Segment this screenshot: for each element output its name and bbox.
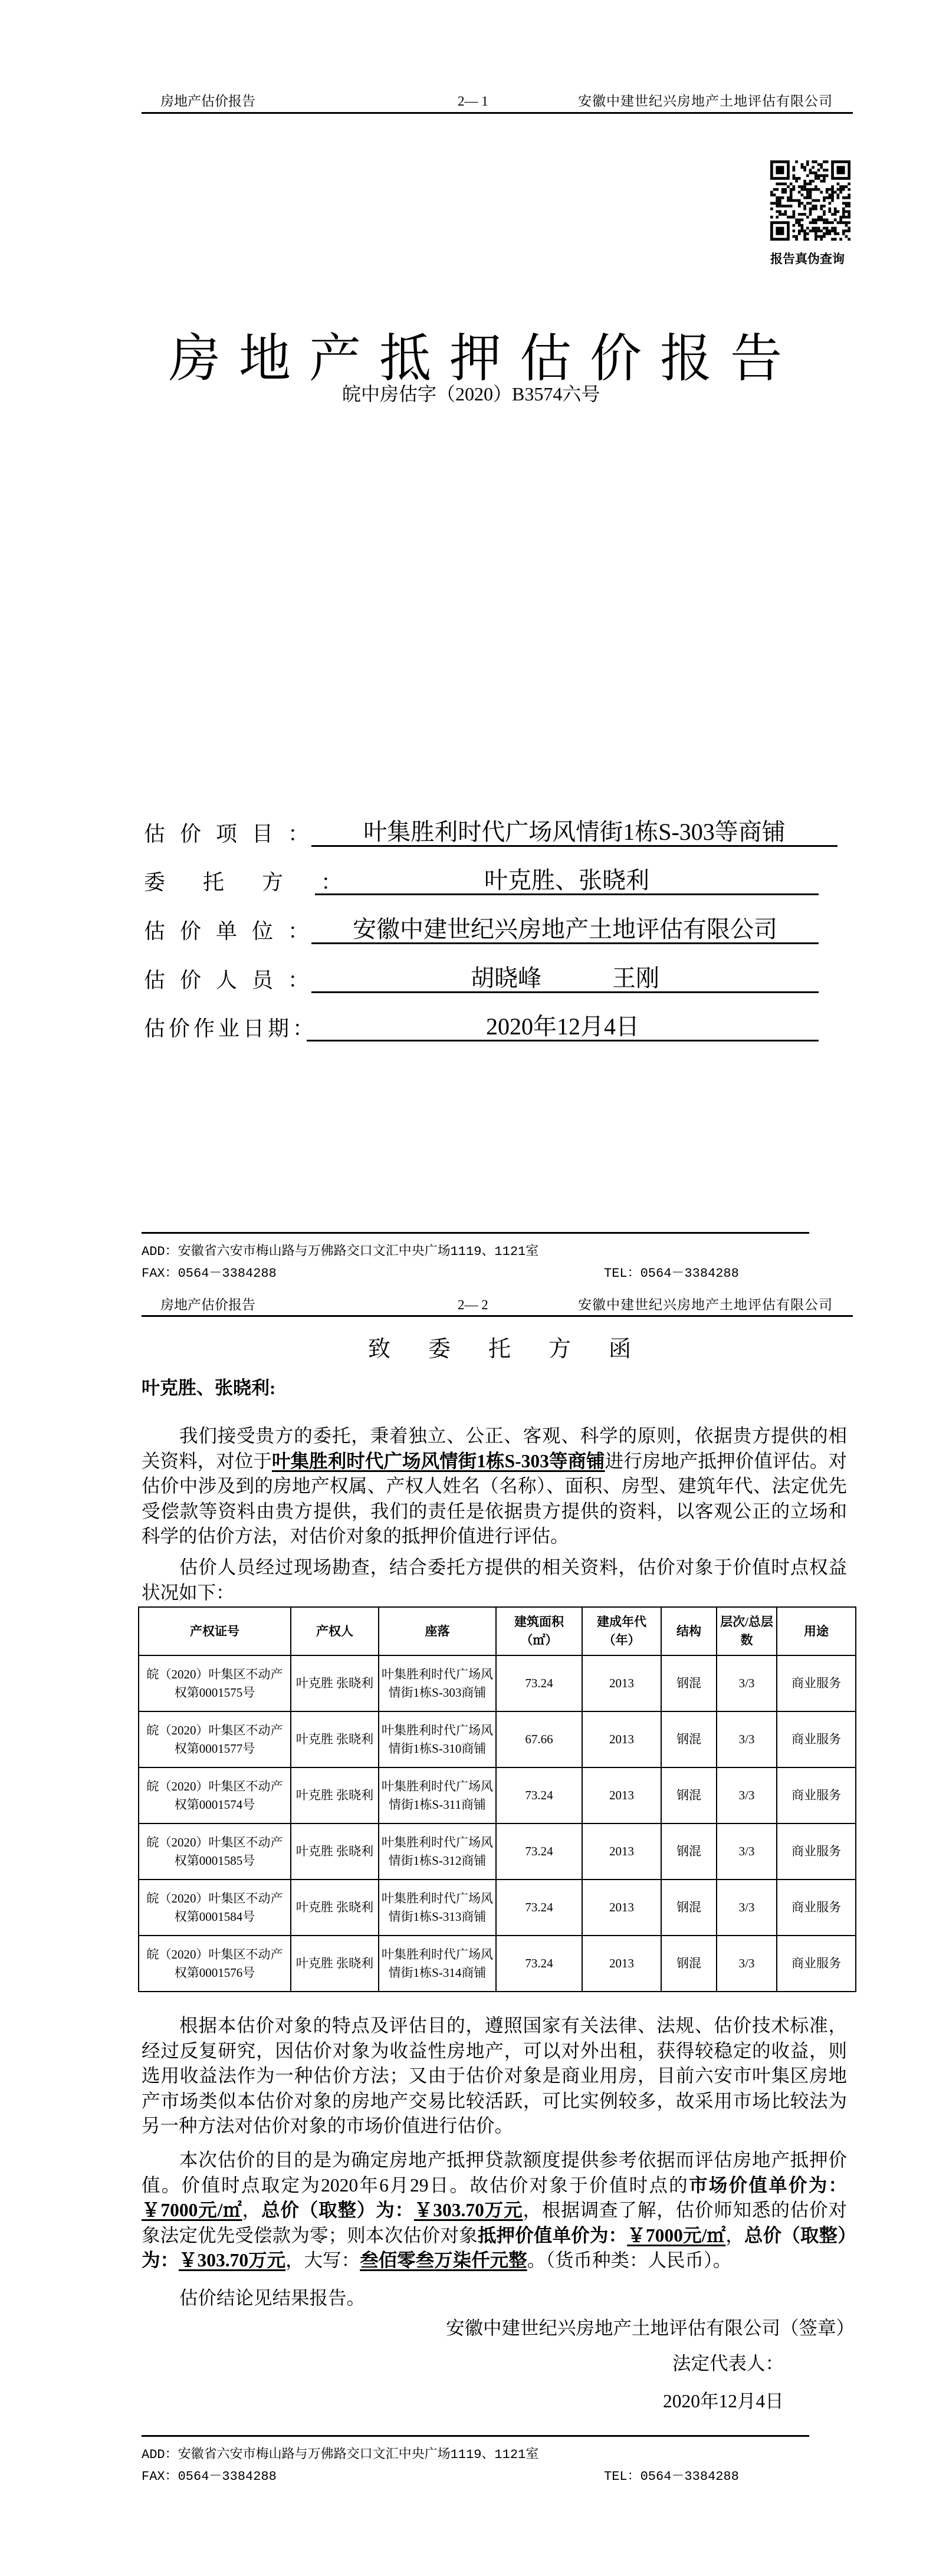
qr-code-icon xyxy=(770,160,850,241)
table-cell: 叶集胜利时代广场风情街1栋S-313商铺 xyxy=(379,1880,496,1936)
field-label: 估价作业日期： xyxy=(144,1017,318,1040)
field-value-date: 2020年12月4日 xyxy=(486,1013,639,1040)
table-cell: 3/3 xyxy=(717,1711,777,1767)
signature-company: 安徽中建世纪兴房地产土地评估有限公司（签章） xyxy=(446,2318,855,2338)
table-cell: 3/3 xyxy=(717,1655,777,1711)
text-segment: 我们接受贵方的委托，秉着独立、公正、客观、科学的原则，依据贵方提供的相关资料，对位于 xyxy=(142,1425,847,1471)
table-cell: 叶集胜利时代广场风情街1栋S-303商铺 xyxy=(379,1655,496,1711)
table-cell: 叶克胜 张晓利 xyxy=(291,1936,379,1992)
text-segment: 本次估价的目的是为确定房地产抵押贷款额度提供参考依据而评估房地产抵押价值。价值时点取定为2020年6月29日。故估价对象于价值时点的 xyxy=(142,2150,847,2196)
page2-footer-address: ADD：安徽省六安市梅山路与万佛路交口文汇中央广场1119、1121室 xyxy=(142,2447,539,2462)
table-row xyxy=(139,1767,856,1823)
table-cell: 皖（2020）叶集区不动产权第0001577号 xyxy=(139,1711,291,1767)
table-cell: 叶集胜利时代广场风情街1栋S-312商铺 xyxy=(379,1823,496,1880)
table-row xyxy=(139,1711,856,1767)
paragraph-valuation xyxy=(142,2148,847,2273)
emphasized-text: 叶集胜利时代广场风情街1栋S-303等商铺 xyxy=(271,1450,605,1471)
page1-footer-tel: TEL：0564－3384288 xyxy=(604,1266,739,1281)
paragraph-method xyxy=(142,2013,847,2139)
page2-page-number: 2— 2 xyxy=(458,1297,488,1312)
field-date xyxy=(144,1013,819,1041)
qr-caption: 报告真伪查询 xyxy=(770,252,845,266)
field-value-client: 叶克胜、张晓利 xyxy=(484,867,649,893)
table-cell: 皖（2020）叶集区不动产权第0001575号 xyxy=(139,1655,291,1711)
emphasized-text: 总价（取整）为： xyxy=(261,2200,414,2220)
field-label: 估价人员： xyxy=(144,968,324,992)
table-cell: 钢混 xyxy=(661,1880,717,1936)
emphasized-text: 市场价值单价为： xyxy=(688,2174,847,2196)
legal-representative: 法定代表人： xyxy=(672,2353,784,2374)
table-cell: 2013 xyxy=(582,1880,661,1936)
table-cell: 钢混 xyxy=(661,1936,717,1992)
table-row xyxy=(139,1823,856,1880)
table-cell: 叶克胜 张晓利 xyxy=(291,1880,379,1936)
table-cell: 2013 xyxy=(582,1767,661,1823)
table-cell: 3/3 xyxy=(717,1936,777,1992)
table-cell: 73.24 xyxy=(496,1880,582,1936)
column-header: 建成年代（年） xyxy=(582,1607,661,1655)
field-project xyxy=(144,819,838,847)
page1-footer-rule xyxy=(142,1232,809,1234)
table-cell: 叶克胜 张晓利 xyxy=(291,1823,379,1880)
salutation: 叶克胜、张晓利: xyxy=(142,1378,276,1398)
table-cell: 67.66 xyxy=(496,1711,582,1767)
text-segment: 根据本估价对象的特点及评估目的，遵照国家有关法律、法规、估价技术标准，经过反复研究，因估价对象为收益性房地产，可以对外出租，获得较稳定的收益，则选用收益法作为一种估价方法；又由于估价对象是商业用房，目前六安市叶集区房地产市场类似本估价对象的房地产交易比较活跃，可比实例较多，故采用市场比较法为另一种方法对估价对象的市场价值进行估价。 xyxy=(142,2015,847,2136)
field-label: 估价项目： xyxy=(144,822,324,846)
table-cell: 3/3 xyxy=(717,1767,777,1823)
field-label: 估价单位： xyxy=(144,919,324,943)
page2-footer-fax: FAX：0564－3384288 xyxy=(142,2469,277,2484)
emphasized-text: ￥7000元/㎡ xyxy=(627,2225,726,2246)
table-cell: 皖（2020）叶集区不动产权第0001576号 xyxy=(139,1936,291,1992)
table-cell: 叶克胜 张晓利 xyxy=(291,1767,379,1823)
text-segment: ， xyxy=(242,2200,261,2220)
table-cell: 2013 xyxy=(582,1655,661,1711)
table-cell: 叶克胜 张晓利 xyxy=(291,1655,379,1711)
table-cell: 73.24 xyxy=(496,1936,582,1992)
emphasized-text: 叁佰零叁万柒仟元整 xyxy=(360,2250,527,2271)
conclusion: 估价结论见结果报告。 xyxy=(179,2288,366,2308)
paragraph-inspection xyxy=(142,1555,847,1605)
table-cell: 叶克胜 张晓利 xyxy=(291,1711,379,1767)
property-rights-table xyxy=(138,1606,856,1992)
text-segment: 。（货币种类：人民币）。 xyxy=(527,2250,732,2271)
table-row xyxy=(139,1880,856,1936)
text-segment: ， xyxy=(725,2225,744,2246)
text-segment: 进行房地产抵押价值评估。对估价中涉及到的房地产权属、产权人姓名（名称）、面积、房型、建筑年代、法定优先受偿款等资料由贵方提供，我们的责任是依据贵方提供的资料，以客观公正的立场和科学的估价方法，对估价对象的抵押价值进行评估。 xyxy=(142,1450,847,1546)
report-number: 皖中房估字（2020）B3574六号 xyxy=(342,383,600,405)
table-row xyxy=(139,1936,856,1992)
table-cell: 商业服务 xyxy=(777,1655,856,1711)
column-header: 产权人 xyxy=(291,1607,379,1655)
page2-header-rule xyxy=(142,1315,853,1317)
field-value-project: 叶集胜利时代广场风情街1栋S-303等商铺 xyxy=(363,819,786,845)
table-cell: 73.24 xyxy=(496,1823,582,1880)
column-header: 建筑面积（㎡） xyxy=(496,1607,582,1655)
paragraph-intro xyxy=(142,1424,847,1549)
table-cell: 商业服务 xyxy=(777,1767,856,1823)
field-appraiser-unit xyxy=(144,916,819,944)
table-row xyxy=(139,1655,856,1711)
emphasized-text: ￥303.70万元 xyxy=(413,2200,523,2220)
table-cell: 叶集胜利时代广场风情街1栋S-310商铺 xyxy=(379,1711,496,1767)
table-cell: 皖（2020）叶集区不动产权第0001584号 xyxy=(139,1880,291,1936)
text-segment: ，根据调查了解，估价师知悉的估价对象法定优先受偿款为零；则本次估价对象 xyxy=(142,2200,847,2246)
emphasized-text: 抵押价值单价为： xyxy=(477,2225,628,2246)
page1-footer-address: ADD：安徽省六安市梅山路与万佛路交口文汇中央广场1119、1121室 xyxy=(142,1244,539,1259)
column-header: 层次/总层数 xyxy=(717,1607,777,1655)
field-value-appraisers: 胡晓峰 王刚 xyxy=(471,965,659,991)
field-label: 委托方： xyxy=(144,870,380,894)
table-cell: 73.24 xyxy=(496,1767,582,1823)
table-cell: 叶集胜利时代广场风情街1栋S-314商铺 xyxy=(379,1936,496,1992)
table-cell: 2013 xyxy=(582,1711,661,1767)
field-value-unit: 安徽中建世纪兴房地产土地评估有限公司 xyxy=(353,916,777,942)
column-header: 座落 xyxy=(379,1607,496,1655)
emphasized-text: 总价（取整）为： xyxy=(142,2225,847,2271)
column-header: 用途 xyxy=(777,1607,856,1655)
table-cell: 商业服务 xyxy=(777,1823,856,1880)
table-cell: 3/3 xyxy=(717,1880,777,1936)
emphasized-text: ￥7000元/㎡ xyxy=(142,2200,242,2220)
text-segment: ，大写： xyxy=(285,2250,360,2271)
page2-footer-rule xyxy=(142,2435,809,2437)
table-cell: 钢混 xyxy=(661,1655,717,1711)
table-cell: 钢混 xyxy=(661,1767,717,1823)
page2-header-right: 安徽中建世纪兴房地产土地评估有限公司 xyxy=(578,1297,833,1312)
page2-header-left: 房地产估价报告 xyxy=(160,1297,255,1312)
text-segment: 估价人员经过现场勘查，结合委托方提供的相关资料，估价对象于价值时点权益状况如下： xyxy=(142,1557,847,1603)
table-header-row xyxy=(139,1607,856,1655)
report-title: 房地产抵押估价报告 xyxy=(169,331,801,388)
page1-footer-fax: FAX：0564－3384288 xyxy=(142,1266,277,1281)
page1-header-right: 安徽中建世纪兴房地产土地评估有限公司 xyxy=(578,94,833,109)
table-cell: 商业服务 xyxy=(777,1711,856,1767)
field-client xyxy=(144,867,819,895)
table-cell: 皖（2020）叶集区不动产权第0001585号 xyxy=(139,1823,291,1880)
emphasized-text: ￥303.70万元 xyxy=(179,2250,286,2271)
signature-date: 2020年12月4日 xyxy=(663,2391,784,2411)
table-cell: 73.24 xyxy=(496,1655,582,1711)
table-cell: 2013 xyxy=(582,1823,661,1880)
table-cell: 商业服务 xyxy=(777,1880,856,1936)
table-cell: 钢混 xyxy=(661,1711,717,1767)
letter-title: 致委托方函 xyxy=(368,1337,669,1362)
table-cell: 3/3 xyxy=(717,1823,777,1880)
page1-page-number: 2— 1 xyxy=(458,94,488,109)
table-cell: 商业服务 xyxy=(777,1936,856,1992)
page1-header-rule xyxy=(142,112,853,114)
column-header: 结构 xyxy=(661,1607,717,1655)
field-appraisers xyxy=(144,965,819,993)
page1-header-left: 房地产估价报告 xyxy=(160,94,255,109)
page2-footer-tel: TEL：0564－3384288 xyxy=(604,2469,739,2484)
table-cell: 叶集胜利时代广场风情街1栋S-311商铺 xyxy=(379,1767,496,1823)
column-header: 产权证号 xyxy=(139,1607,291,1655)
table-cell: 2013 xyxy=(582,1936,661,1992)
table-cell: 皖（2020）叶集区不动产权第0001574号 xyxy=(139,1767,291,1823)
table-cell: 钢混 xyxy=(661,1823,717,1880)
